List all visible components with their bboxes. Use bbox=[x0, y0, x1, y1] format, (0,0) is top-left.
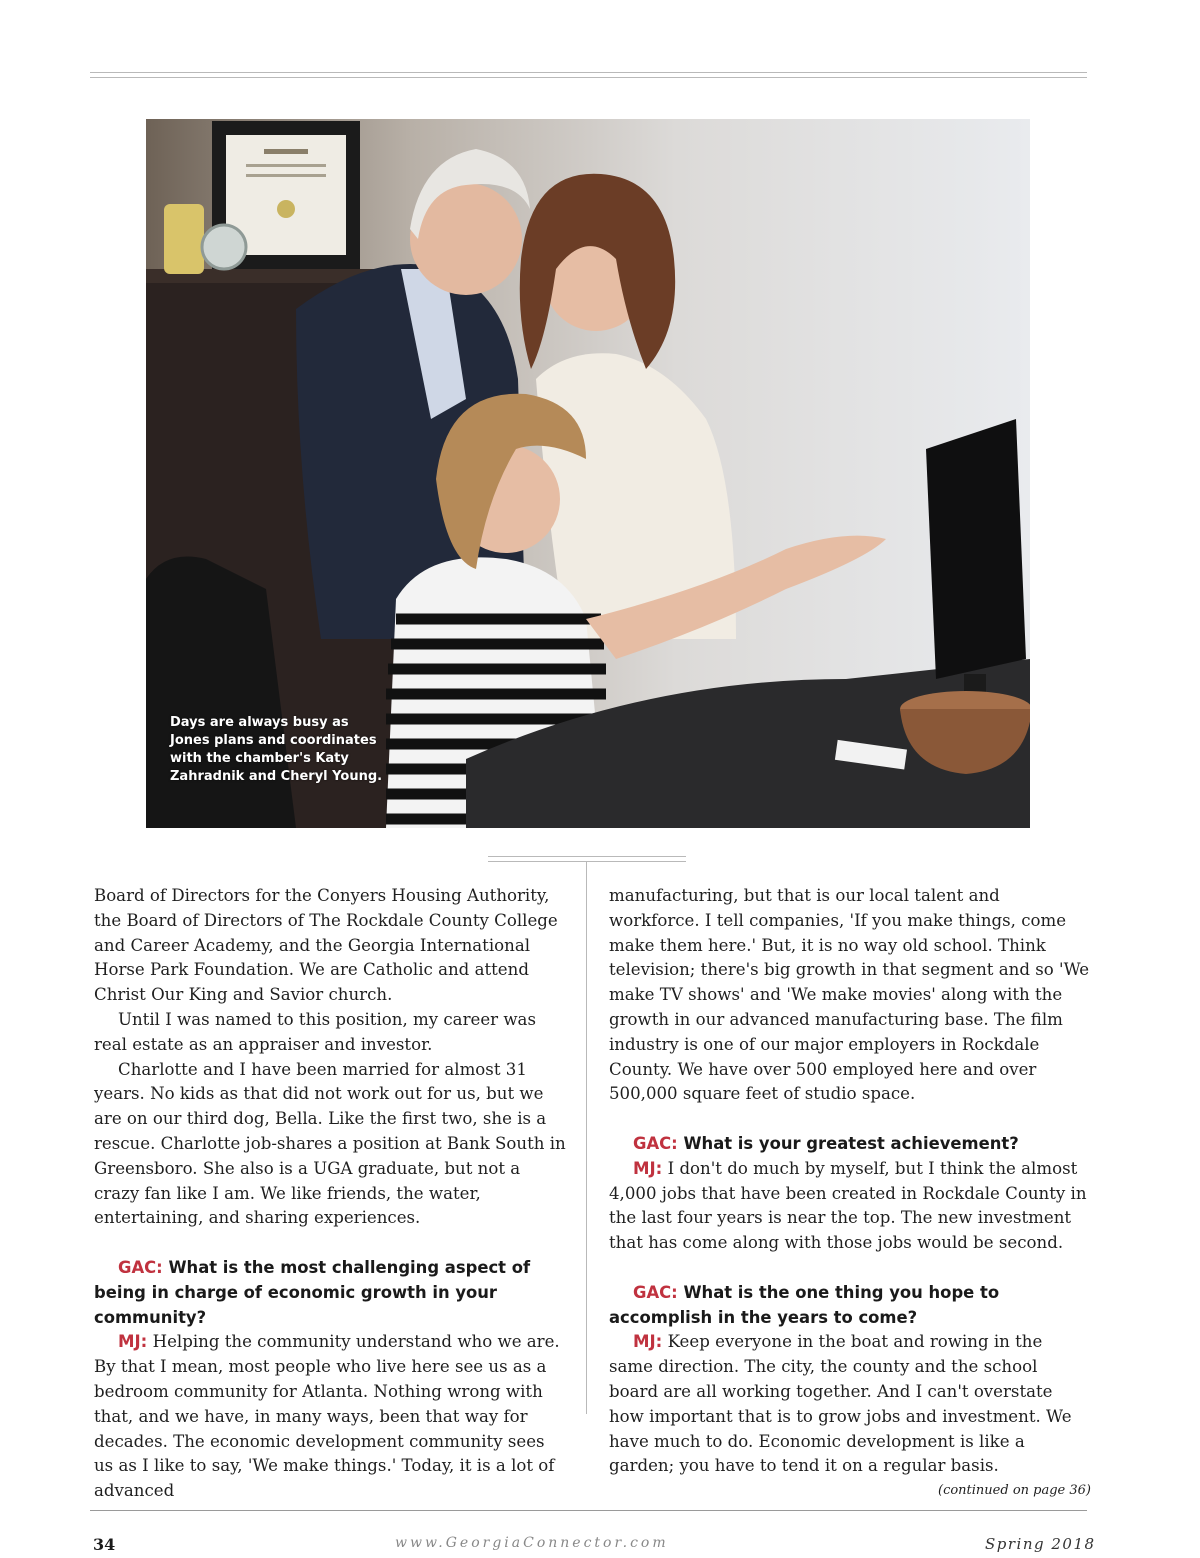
interview-question bbox=[609, 1132, 1091, 1157]
answer-text: I don't do much by myself, but I think the almost 4,000 jobs that have been created in Rockdale County in the last four years is near the top. The new investment that has come along with those jobs would be second. bbox=[609, 1158, 1087, 1253]
interview-question bbox=[609, 1281, 1091, 1331]
photo-caption: Days are always busy as Jones plans and coordinates with the chamber's Katy Zahradnik and Cheryl Young. bbox=[170, 715, 383, 784]
left-column bbox=[94, 884, 568, 1504]
question-text: What is the one thing you hope to accomplish in the years to come? bbox=[609, 1282, 1000, 1327]
answer-text: Helping the community understand who we are. By that I mean, most people who live here see us as a bedroom community for Atlanta. Nothing wrong with that, and we have, in many ways, been that way for decades. The economic development community sees us as I like to say, 'We make things.' Today, it is a lot of advanced bbox=[94, 1332, 560, 1501]
interview-answer bbox=[94, 1330, 568, 1504]
article-photo bbox=[146, 119, 1030, 828]
page-number: 34 bbox=[93, 1535, 116, 1554]
continued-note: (continued on page 36) bbox=[938, 1483, 1091, 1499]
bottom-rule bbox=[90, 1510, 1087, 1511]
interview-answer bbox=[609, 1157, 1091, 1256]
question-text: What is the most challenging aspect of being in charge of economic growth in your community? bbox=[94, 1257, 531, 1327]
answer-text: Keep everyone in the boat and rowing in the same direction. The city, the county and the school board are all working together. And I can't overstate how important that is to grow jobs and investment. We have much to do. Economic development is like a garden; you have to tend it on a regular basis. bbox=[609, 1332, 1072, 1476]
question-text: What is your greatest achievement? bbox=[683, 1133, 1019, 1153]
interview-answer bbox=[609, 1330, 1091, 1499]
website-url: www.GeorgiaConnector.com bbox=[395, 1535, 669, 1551]
interview-question bbox=[94, 1256, 568, 1330]
paragraph: Board of Directors for the Conyers Housing Authority, the Board of Directors of The Rockdale County College and Career Academy, and the Georgia International Horse Park Foundation. We are Catholic and attend Christ Our King and Savior church. bbox=[94, 886, 558, 1005]
question-tag: GAC: bbox=[633, 1133, 678, 1153]
paragraph: Until I was named to this position, my career was real estate as an appraiser and investor. bbox=[94, 1009, 536, 1054]
paragraph: Charlotte and I have been married for almost 31 years. No kids as that did not work out for us, but we are on our third dog, Bella. Like the first two, she is a rescue. Charlotte job-shares a position at Bank South in Greensboro. She also is a UGA graduate, but not a crazy fan like I am. We like friends, the water, entertaining, and sharing experiences. bbox=[94, 1059, 566, 1228]
right-column bbox=[609, 884, 1091, 1504]
paragraph: manufacturing, but that is our local talent and workforce. I tell companies, 'If you make things, come make them here.' But, it is no way old school. Think television; there's big growth in that segment and so 'We make TV shows' and 'We make movies' along with the growth in our advanced manufacturing base. The film industry is one of our major employers in Rockdale County. We have over 500 employed here and over 500,000 square feet of studio space. bbox=[609, 886, 1090, 1104]
answer-tag: MJ: bbox=[633, 1158, 663, 1178]
top-rule bbox=[90, 72, 1087, 78]
column-divider bbox=[586, 862, 587, 1414]
answer-tag: MJ: bbox=[633, 1332, 663, 1352]
answer-tag: MJ: bbox=[118, 1332, 148, 1352]
issue-date: Spring 2018 bbox=[985, 1535, 1096, 1553]
question-tag: GAC: bbox=[118, 1257, 163, 1277]
column-top-rule bbox=[488, 856, 686, 862]
question-tag: GAC: bbox=[633, 1282, 678, 1302]
